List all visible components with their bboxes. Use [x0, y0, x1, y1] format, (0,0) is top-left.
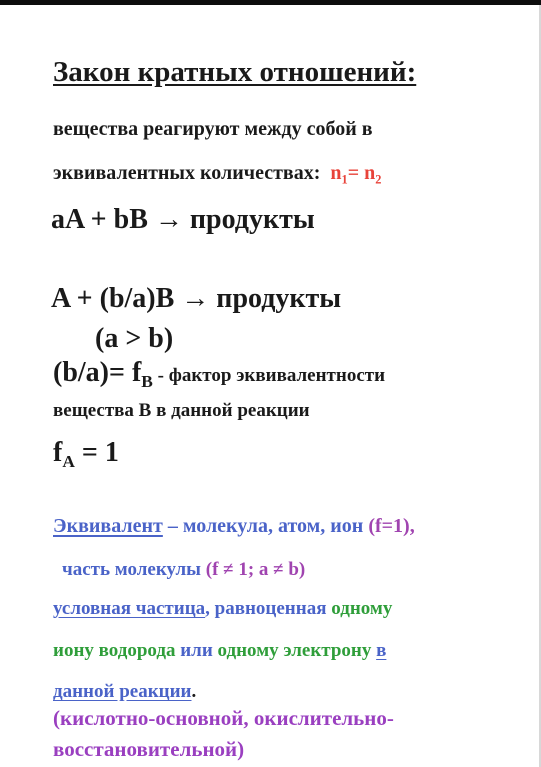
condition: (a > b): [95, 323, 174, 354]
factor-desc: - фактор эквивалентности: [152, 365, 386, 386]
definition-line-2: [62, 559, 305, 581]
factor-base: f: [131, 357, 142, 388]
n2-sub: 2: [375, 172, 382, 187]
fa-base: f: [53, 437, 63, 468]
normalized-equation: A + (b/a)B → продукты: [51, 283, 342, 314]
def-dash-text: – молекула, атом, ион: [162, 515, 369, 537]
definition-line-3: [53, 598, 392, 620]
n1-sub: 1: [341, 172, 348, 187]
definition-line-1: [53, 515, 415, 538]
one-electron: одному электрону: [217, 640, 372, 661]
factor-sub: B: [141, 372, 153, 392]
n-eq-sign: =: [347, 162, 365, 184]
page-title: Закон кратных отношений:: [53, 56, 417, 88]
fa-line: [53, 437, 119, 472]
def-part: часть молекулы: [62, 559, 206, 580]
or-one: или: [175, 640, 218, 661]
intro-line-2-text: эквивалентных количествах:: [53, 162, 321, 184]
definition-line-7: восстановительной): [53, 737, 245, 761]
equivalent-to: , равноценная: [205, 598, 332, 619]
factor-desc-2: вещества В в данной реакции: [53, 400, 310, 421]
fa-sub: A: [62, 452, 75, 472]
definition-line-6: (кислотно-основной, окислительно-: [53, 706, 394, 730]
definition-line-4: [53, 640, 386, 662]
n-equality: [330, 162, 382, 187]
reaction-equation: aA + bB → продукты: [51, 204, 315, 235]
hydrogen-ion: иону водорода: [53, 640, 176, 661]
intro-line-1: вещества реагируют между собой в: [53, 118, 373, 140]
n2-base: n: [364, 162, 376, 184]
n1-base: n: [330, 162, 342, 184]
term-equivalent: Эквивалент: [53, 515, 163, 537]
top-border: [0, 0, 541, 5]
word-v: в: [376, 640, 387, 661]
factor-line: [53, 357, 386, 392]
factor-eq: =: [109, 357, 132, 388]
factor-lhs: (b/a): [53, 357, 109, 388]
one-green: одному: [331, 598, 393, 619]
definition-line-5: [53, 681, 196, 703]
this-reaction: данной реакции: [53, 681, 192, 702]
f-not-one: (f ≠ 1; a ≠ b): [205, 559, 306, 580]
f-equals-one: (f=1),: [368, 515, 415, 537]
period: .: [191, 681, 197, 702]
cond-particle: условная частица: [53, 598, 206, 619]
fa-rest: = 1: [74, 437, 119, 468]
intro-line-2: [53, 162, 381, 185]
